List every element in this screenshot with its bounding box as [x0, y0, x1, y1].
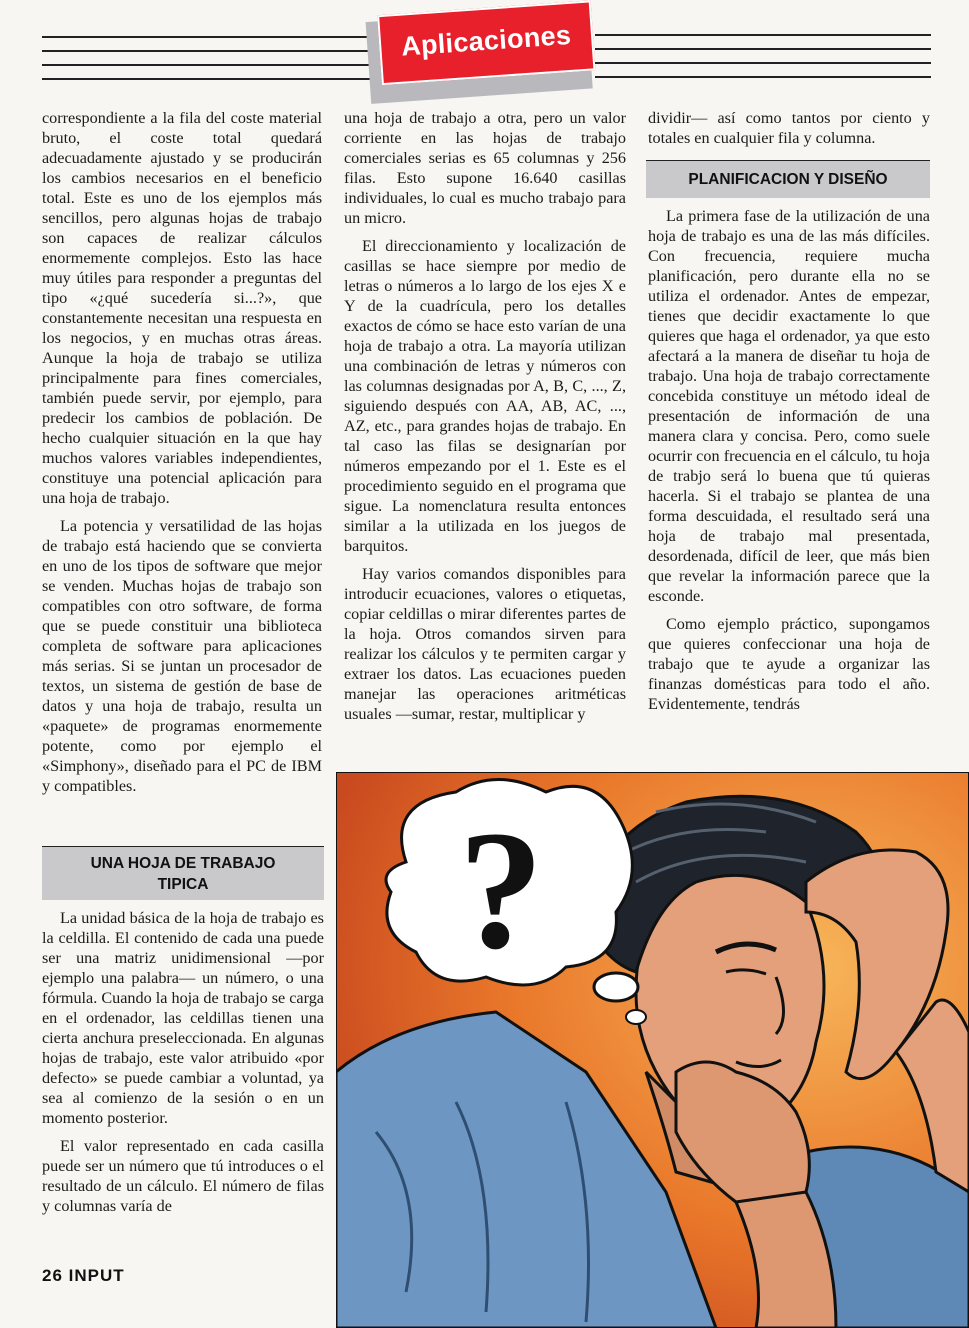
paragraph: Hay varios comandos disponibles para introducir ecuaciones, valores o etiquetas, copiar celdillas o mirar diferentes partes de la hoja. Otros comandos sirven para realizar los cálculos y te permiten cargar y extraer los datos. Las ecuaciones pueden manejar las operaciones aritméticas usuales —sumar, restar, multiplicar y	[344, 565, 626, 723]
paragraph: dividir— así como tantos por ciento y totales en cualquier fila y columna.	[648, 109, 930, 147]
paragraph: La potencia y versatilidad de las hojas de trabajo está haciendo que se convierta en uno de los tipos de software que mejor se venden. Muchas hojas de trabajo son compatibles con otro software, de forma que se puede constituir una biblioteca completa de software para aplicaciones más serias. Si se juntan un procesador de textos, un sistema de gestión de base de datos y una hoja de trabajo, resulta un «paquete» de programas enormemente potente, como por ejemplo el «Simphony», diseñado para el PC de IBM y compatibles.	[42, 517, 322, 795]
column-left-lower	[42, 908, 324, 1216]
header-rule	[595, 62, 931, 64]
column-left-upper	[42, 108, 322, 796]
header-rule	[42, 78, 382, 80]
header-rule	[42, 64, 382, 66]
header-rule	[595, 34, 931, 36]
section-label: Aplicaciones	[400, 19, 573, 62]
thought-bubble-dot	[626, 1010, 646, 1024]
question-mark: ?	[458, 796, 544, 984]
header-rule	[595, 48, 931, 50]
subhead-typical	[42, 846, 324, 900]
thought-bubble-dot	[594, 973, 638, 1001]
paragraph: Como ejemplo práctico, supongamos que quieres confeccionar una hoja de trabajo que te ayude a organizar las finanzas domésticas para todo el año. Evidentemente, tendrás	[648, 615, 930, 713]
subhead-typical-text: UNA HOJA DE TRABAJO TIPICA	[90, 854, 276, 893]
page-folio: 26 INPUT	[42, 1266, 125, 1285]
subhead-planning-text: PLANIFICACION Y DISEÑO	[688, 171, 888, 188]
header-rule	[595, 76, 931, 78]
paragraph: La unidad básica de la hoja de trabajo es la celdilla. El contenido de cada una puede ser una matriz unidimensional —por ejemplo una palabra— un número, o una fórmula. Cuando la hoja de trabajo se carga en el ordenador, las celdillas tienen una cierta anchura preseleccionada. En algunas hojas de trabajo, este valor atribuido «por defecto» se puede cambiar a voluntad, ya sea al comienzo de la sesión o en un momento posterior.	[42, 909, 324, 1127]
illustration-thinking-man	[336, 772, 969, 1328]
column-middle	[344, 108, 626, 724]
paragraph: La primera fase de la utilización de una hoja de trabajo es una de las más difíciles. Con frecuencia, requiere mucha planificación, pero durante ella no se utiliza el ordenador. Antes de empezar, tienes que decidir exactamente lo que quieres que haga el ordenador, ya que esto afectará a la manera de diseñar tu hoja de trabajo. Una hoja de trabajo correctamente concebida constituye un método ideal de presentación de información de una manera clara y concisa. Pero, como suele ocurrir con frecuencia en el cálculo, tu hoja de trabjo será lo buena que tú quieras hacerla. Si el trabajo se plantea de una forma descuidada, el resultado será una hoja de trabajo mal presentada, desordenada, difícil de leer, que más bien que revelar la información parece que la esconde.	[648, 207, 930, 605]
subhead-planning	[646, 160, 930, 198]
column-right-top	[648, 108, 930, 148]
section-tab	[365, 0, 601, 106]
column-right	[648, 206, 930, 714]
header-rule	[42, 36, 382, 38]
paragraph: El valor representado en cada casilla puede ser un número que tú introduces o el resultado de un cálculo. El número de filas y columnas varía de	[42, 1137, 324, 1215]
paragraph: una hoja de trabajo a otra, pero un valor corriente en las hojas de trabajo comerciales serias es 65 columnas y 256 filas. Esto supone 16.640 casillas individuales, lo cual es mucho trabajo para un micro.	[344, 109, 626, 227]
header-rule	[42, 50, 382, 52]
paragraph: El direccionamiento y localización de casillas se hace siempre por medio de letras o números a lo largo de los ejes X e Y de la cuadrícula, pero los detalles exactos de cómo se hace esto varían de una hoja de trabajo a otra. La mayoría utilizan una combinación de letras y números con las columnas designadas por A, B, C, ..., Z, siguiendo después con AA, AB, AC, ..., AZ, etc., para grandes hojas de trabajo. En tal caso las filas se designarían por números empezando por el 1. Este es el procedimiento seguido en el programa que sigue. La nomenclatura resulta entonces similar a la utilizada en los juegos de barquitos.	[344, 237, 626, 555]
paragraph: correspondiente a la fila del coste material bruto, el coste total quedará adecuadamente ajustado y se producirán los cambios necesarios en el beneficio total. Este es uno de los ejemplos más sencillos, pero algunas hojas de trabajo son capaces de realizar cálculos enormemente complejos. Esto las hace muy útiles para responder a preguntas del tipo «¿qué sucedería si...?», que constantemente necesitan una respuesta en los negocios, y en muchas otras áreas. Aunque la hoja de trabajo se utiliza principalmente para fines comerciales, también puede servir, por ejemplo, para predecir los cambios de población. De hecho cualquier situación en la que hay muchos valores variables independientes, constituye una potencial aplicación para una hoja de trabajo.	[42, 109, 322, 507]
